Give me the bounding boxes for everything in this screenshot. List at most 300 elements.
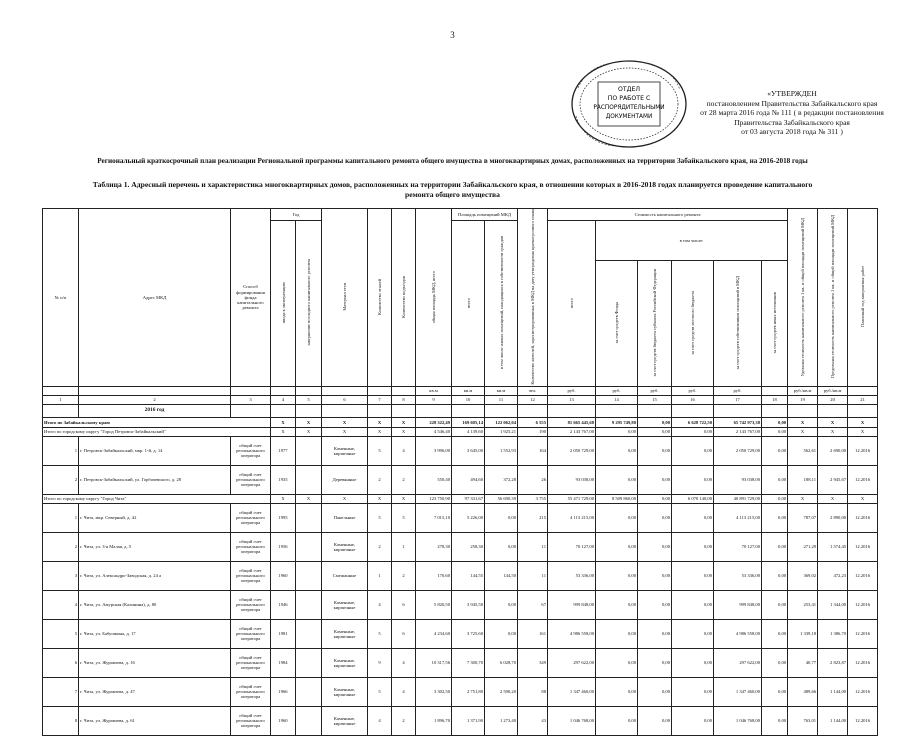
unit-cell <box>368 386 392 395</box>
unit-cell <box>848 386 878 395</box>
table-cell: 2 <box>368 465 392 494</box>
header-cost-other: за счет средств иных источников <box>772 291 778 354</box>
total-cell: X <box>296 494 322 503</box>
table-cell: 369,02 <box>788 561 818 590</box>
total-cell: 169 605,14 <box>452 417 485 427</box>
table-cell: 1960 <box>271 561 296 590</box>
total-cell: 9 295 749,80 <box>596 417 638 427</box>
table-cell: 5 <box>368 436 392 465</box>
column-number-cell: 4 <box>271 395 296 404</box>
table-title: Таблица 1. Адресный перечень и характеристика многоквартирных домов, расположенных на территории Забайкальского края, в отношении которых в 2016-2018 годах планируется проведение капитального ремонта общего имущества <box>92 180 813 199</box>
approval-line-1: «УТВЕРЖДЕН <box>767 89 817 98</box>
total-cell: X <box>296 417 322 427</box>
table-cell: Смешанные <box>322 561 368 590</box>
table-cell: 1 144,00 <box>818 706 848 735</box>
table-cell: Каменные, кирпичные <box>322 706 368 735</box>
table-cell: 489,66 <box>788 677 818 706</box>
column-number-cell: 12 <box>518 395 548 404</box>
table-cell: г. Чита, ул. Журавлева, д. 47 <box>79 677 231 706</box>
total-label: Итого по Забайкальскому краю <box>43 417 271 427</box>
total-row <box>43 417 878 427</box>
table-cell: 1 347 460,00 <box>714 677 762 706</box>
table-cell: 5 <box>368 677 392 706</box>
table-cell: 0,00 <box>638 503 672 532</box>
table-cell: 999 848,00 <box>714 590 762 619</box>
table-cell: 2 050 729,00 <box>714 436 762 465</box>
table-cell: 0,00 <box>762 648 788 677</box>
total-cell: 0,00 <box>762 427 788 436</box>
total-cell: 0,00 <box>762 417 788 427</box>
table-cell <box>296 561 322 590</box>
column-number-cell: 18 <box>762 395 788 404</box>
table-cell: 372,28 <box>485 465 518 494</box>
table-cell: 4 <box>368 590 392 619</box>
table-cell: 0,00 <box>672 619 714 648</box>
table-cell: Каменные, кирпичные <box>322 532 368 561</box>
table-row <box>43 619 878 648</box>
table-cell: 3 945,50 <box>452 590 485 619</box>
table-cell: 0,00 <box>596 677 638 706</box>
total-label: Итого по городскому округу "Город Петровск-Забайкальский" <box>43 427 271 436</box>
table-cell: 2 050 729,00 <box>548 436 596 465</box>
table-cell <box>296 677 322 706</box>
header-max-cost: Предельная стоимость капитального ремонта 1 кв. м общей площади помещений МКД <box>830 215 836 379</box>
table-cell: 297 622,00 <box>548 648 596 677</box>
table-cell: общий счет регионального оператора <box>231 706 271 735</box>
total-cell: 4 139,60 <box>452 427 485 436</box>
total-cell: 0,00 <box>638 417 672 427</box>
table-cell: 258,30 <box>452 532 485 561</box>
total-cell: X <box>848 427 878 436</box>
table-cell: 0,00 <box>485 503 518 532</box>
table-cell: 1995 <box>271 503 296 532</box>
total-cell: 40 891 729,00 <box>714 494 762 503</box>
table-cell: 0,00 <box>762 677 788 706</box>
unit-cell <box>271 386 296 395</box>
table-cell: 4 113 215,00 <box>714 503 762 532</box>
table-cell: 1 <box>43 436 79 465</box>
table-cell: Каменные, кирпичные <box>322 619 368 648</box>
table-cell: 7 <box>43 677 79 706</box>
unit-cell <box>762 386 788 395</box>
unit-cell <box>79 386 231 395</box>
header-year-group: Год <box>271 209 322 221</box>
header-planned-date: Плановый год завершения работ <box>860 266 866 328</box>
plan-title: Региональный краткосрочный план реализации Региональной программы капитального ремонта общего имущества в многоквартирных домах, расположенных на территории Забайкальского края, на 2016-2018 годы <box>97 157 808 165</box>
total-cell: X <box>848 417 878 427</box>
table-cell: 5 <box>43 619 79 648</box>
total-cell: 55 471 729,00 <box>548 494 596 503</box>
total-cell: X <box>818 417 848 427</box>
table-cell: 5 <box>392 503 416 532</box>
approval-line-2: постановлением Правительства Забайкальского края <box>706 98 878 108</box>
header-cost-fund: за счет средств Фонда <box>614 302 620 344</box>
table-cell: 999 848,00 <box>548 590 596 619</box>
table-cell: 5 820,50 <box>416 590 452 619</box>
header-year-last-repair: завершение последнего капитального ремонта <box>306 259 311 347</box>
table-cell: г. Чита, ул. Журавлева, д. 16 <box>79 648 231 677</box>
table-cell: 4 <box>368 706 392 735</box>
table-cell: 164 <box>518 436 548 465</box>
table-cell: 4 986 558,00 <box>714 619 762 648</box>
table-cell: 0,00 <box>638 436 672 465</box>
total-cell: 56 690,39 <box>485 494 518 503</box>
table-row <box>43 706 878 735</box>
table-cell: г. Чита, ул. 3-я Малая, д. 5 <box>79 532 231 561</box>
header-cost-owners: за счет средств собственников помещений в МКД <box>735 276 741 370</box>
total-cell: 190 <box>518 427 548 436</box>
table-cell: 271,29 <box>788 532 818 561</box>
table-cell: 5 <box>368 503 392 532</box>
table-cell: 70 127,00 <box>714 532 762 561</box>
table-cell: 0,00 <box>762 561 788 590</box>
table-cell: 4 234,60 <box>416 619 452 648</box>
table-cell <box>296 503 322 532</box>
table-cell: 0,00 <box>485 590 518 619</box>
table-cell: 1977 <box>271 436 296 465</box>
total-cell: 0,00 <box>596 427 638 436</box>
table-cell: 3 996,00 <box>416 436 452 465</box>
table-cell <box>296 706 322 735</box>
column-number-cell: 13 <box>548 395 596 404</box>
total-cell: X <box>322 494 368 503</box>
table-cell: 0,00 <box>672 706 714 735</box>
table-cell: 2 945,67 <box>818 465 848 494</box>
table-cell: 2 590,20 <box>485 677 518 706</box>
column-number-cell: 6 <box>322 395 368 404</box>
total-cell: X <box>788 427 818 436</box>
total-cell: 81 665 445,68 <box>548 417 596 427</box>
column-numbers-row <box>43 395 878 404</box>
total-cell: 6 628 722,50 <box>672 417 714 427</box>
table-cell: 88 <box>518 677 548 706</box>
table-cell: 3 302,50 <box>416 677 452 706</box>
table-cell: г. Чита, ул. Амурская (Калинина), д. 80 <box>79 590 231 619</box>
units-row <box>43 386 878 395</box>
table-cell: 0,00 <box>638 619 672 648</box>
table-cell: 562,61 <box>788 436 818 465</box>
table-cell: 1 574,45 <box>818 532 848 561</box>
unit-cell <box>392 386 416 395</box>
table-cell: г. Чита, ул. Александро-Заводская, д. 24 а <box>79 561 231 590</box>
table-cell: 1 <box>392 532 416 561</box>
unit-cell: руб. <box>672 386 714 395</box>
header-year-commission: ввода в эксплуатацию <box>280 282 286 324</box>
table-row <box>43 648 878 677</box>
table-cell: 53 336,00 <box>714 561 762 590</box>
table-cell: 12.2016 <box>848 436 878 465</box>
table-cell: 349 <box>518 648 548 677</box>
total-cell: 97 331,67 <box>452 494 485 503</box>
stamp-line-3: РАСПОРЯДИТЕЛЬНЫМИ <box>593 105 665 111</box>
table-cell: общий счет регионального оператора <box>231 503 271 532</box>
table-cell: 0,00 <box>672 532 714 561</box>
unit-cell: кв.м <box>485 386 518 395</box>
table-cell: 4 <box>392 648 416 677</box>
total-cell: X <box>322 417 368 427</box>
table-cell: 1981 <box>271 619 296 648</box>
total-cell: X <box>392 427 416 436</box>
table-cell: 2 751,80 <box>452 677 485 706</box>
table-cell: 6 <box>392 590 416 619</box>
table-cell: 3 <box>43 561 79 590</box>
table-cell: 1 552,93 <box>485 436 518 465</box>
header-method: Способ формирования фонда капитального ремонта <box>231 209 271 387</box>
table-cell: 53 336,00 <box>548 561 596 590</box>
table-cell: 0,00 <box>596 503 638 532</box>
total-cell: X <box>271 494 296 503</box>
table-cell: 1 046 768,00 <box>548 706 596 735</box>
table-cell: 2 823,87 <box>818 648 848 677</box>
column-number-cell: 2 <box>79 395 231 404</box>
table-cell: 7 300,70 <box>452 648 485 677</box>
approval-line-3: от 28 марта 2016 года № 111 ( в редакции постановления <box>700 108 884 118</box>
table-cell <box>296 436 322 465</box>
total-cell: 3 755 <box>518 494 548 503</box>
table-cell <box>296 648 322 677</box>
total-cell: 6 070 140,00 <box>672 494 714 503</box>
table-cell: 5 226,00 <box>452 503 485 532</box>
table-cell: 0,00 <box>596 590 638 619</box>
table-cell: 278,30 <box>416 532 452 561</box>
header-area-group: Площадь помещений МКД <box>452 209 518 221</box>
table-cell: 0,00 <box>762 436 788 465</box>
approval-line-4: Правительства Забайкальского края <box>734 117 850 127</box>
table-cell: г. Чита, ул. Журавлева, д. 61 <box>79 706 231 735</box>
total-cell: 0,00 <box>638 427 672 436</box>
table-cell: 0,00 <box>485 619 518 648</box>
header-cost-all: всего <box>569 297 575 308</box>
table-cell: 1984 <box>271 648 296 677</box>
table-cell: общий счет регионального оператора <box>231 590 271 619</box>
table-cell: 26 <box>518 465 548 494</box>
approval-line-5: от 03 августа 2018 года № 311 ) <box>741 127 843 137</box>
table-cell: 2 690,00 <box>818 436 848 465</box>
table-cell: 1966 <box>271 677 296 706</box>
column-number-cell: 14 <box>596 395 638 404</box>
column-number-cell: 3 <box>231 395 271 404</box>
total-cell: 0,00 <box>762 494 788 503</box>
table-cell: 0,00 <box>762 590 788 619</box>
total-cell: X <box>848 494 878 503</box>
table-cell: 7 015,10 <box>416 503 452 532</box>
total-cell: X <box>296 427 322 436</box>
column-number-cell: 9 <box>416 395 452 404</box>
table-cell: 0,00 <box>638 465 672 494</box>
table-row <box>43 590 878 619</box>
table-cell: 0,00 <box>762 503 788 532</box>
table-cell: Каменные, кирпичные <box>322 436 368 465</box>
table-cell: 1 386,70 <box>818 619 848 648</box>
total-cell: X <box>322 427 368 436</box>
table-cell: 2 <box>392 465 416 494</box>
table-cell: 472,23 <box>818 561 848 590</box>
table-cell: г. Чита, ул. Бабушкина, д. 17 <box>79 619 231 648</box>
year-label: 2016 год <box>79 404 231 417</box>
table-cell <box>296 532 322 561</box>
column-number-cell: 11 <box>485 395 518 404</box>
column-number-cell: 17 <box>714 395 762 404</box>
table-row <box>43 532 878 561</box>
column-number-cell: 20 <box>818 395 848 404</box>
stamp-seal <box>568 58 690 150</box>
total-cell: X <box>818 427 848 436</box>
total-cell: 228 322,49 <box>416 417 452 427</box>
total-cell: X <box>368 417 392 427</box>
table-cell: Каменные, кирпичные <box>322 677 368 706</box>
table-row <box>43 436 878 465</box>
column-number-cell: 8 <box>392 395 416 404</box>
column-number-cell: 10 <box>452 395 485 404</box>
total-cell: X <box>788 494 818 503</box>
table-cell: общий счет регионального оператора <box>231 677 271 706</box>
table-cell: 494,60 <box>452 465 485 494</box>
table-cell: 1956 <box>271 532 296 561</box>
table-cell: 1946 <box>271 590 296 619</box>
page-number: 3 <box>450 30 455 40</box>
table-cell: общий счет регионального оператора <box>231 532 271 561</box>
header-area-residential: в том числе жилых помещений, находящихся в собственности граждан <box>498 236 504 370</box>
table-cell: 188,11 <box>788 465 818 494</box>
table-row <box>43 561 878 590</box>
table-cell: г. Петровск-Забайкальский, мкр. 1-й, д. 14 <box>79 436 231 465</box>
stamp-line-2: ПО РАБОТЕ С <box>607 95 651 102</box>
table-cell: 43 <box>518 706 548 735</box>
table-cell: 12.2016 <box>848 561 878 590</box>
table-cell: 0,00 <box>638 706 672 735</box>
unit-cell: руб./кв.м <box>788 386 818 395</box>
table-cell: 4 986 558,00 <box>548 619 596 648</box>
table-cell: общий счет регионального оператора <box>231 561 271 590</box>
total-cell: X <box>788 417 818 427</box>
table-cell <box>296 465 322 494</box>
unit-cell: кв.м <box>416 386 452 395</box>
table-cell: Каменные, кирпичные <box>322 648 368 677</box>
stamp-line-4: ДОКУМЕНТАМИ <box>605 114 653 120</box>
unit-cell: руб. <box>596 386 638 395</box>
table-cell: 70 127,00 <box>548 532 596 561</box>
unit-cell <box>43 386 79 395</box>
total-cell: X <box>392 494 416 503</box>
table-cell: Деревянные <box>322 465 368 494</box>
total-row <box>43 427 878 436</box>
table-cell: 1 347 460,00 <box>548 677 596 706</box>
table-cell: 93 038,00 <box>548 465 596 494</box>
column-number-cell: 7 <box>368 395 392 404</box>
table-cell: 1 144,00 <box>818 677 848 706</box>
table-cell: 0,00 <box>672 503 714 532</box>
total-cell: 1 925,21 <box>485 427 518 436</box>
table-cell: 1 339,18 <box>788 619 818 648</box>
table-cell: 0,00 <box>672 648 714 677</box>
header-area-all: всего <box>465 297 471 308</box>
total-cell: X <box>392 417 416 427</box>
table-cell <box>296 590 322 619</box>
header-cost-local: за счет средств местного бюджета <box>690 290 696 355</box>
table-cell: 2 <box>368 532 392 561</box>
table-cell: общий счет регионального оператора <box>231 465 271 494</box>
table-cell: 0,00 <box>638 561 672 590</box>
table-cell: 0,00 <box>596 561 638 590</box>
table-cell: 67 <box>518 590 548 619</box>
table-cell: 4 <box>43 590 79 619</box>
table-cell: 0,00 <box>596 706 638 735</box>
table-cell: г. Чита, мкр. Северный, д. 42 <box>79 503 231 532</box>
table-cell: 0,00 <box>672 465 714 494</box>
total-cell: X <box>818 494 848 503</box>
table-cell: 3 725,60 <box>452 619 485 648</box>
table-cell: 0,00 <box>638 677 672 706</box>
table-cell: 0,00 <box>672 677 714 706</box>
table-cell: 0,00 <box>762 532 788 561</box>
table-cell: 1 <box>43 503 79 532</box>
table-row <box>43 503 878 532</box>
column-number-cell: 1 <box>43 395 79 404</box>
table-cell: общий счет регионального оператора <box>231 436 271 465</box>
table-cell: 4 <box>392 677 416 706</box>
table-cell: 8 <box>43 706 79 735</box>
register-table <box>42 208 878 736</box>
header-num: № п/п <box>43 209 79 387</box>
table-cell: 12.2016 <box>848 648 878 677</box>
table-cell: общий счет регионального оператора <box>231 648 271 677</box>
table-cell: 1 371,90 <box>452 706 485 735</box>
column-number-cell: 5 <box>296 395 322 404</box>
table-cell: 12.2016 <box>848 503 878 532</box>
table-cell: 0,00 <box>762 706 788 735</box>
table-cell: 4 <box>392 436 416 465</box>
table-cell: Панельные <box>322 503 368 532</box>
unit-cell: руб. <box>548 386 596 395</box>
table-cell: 9 <box>368 648 392 677</box>
table-cell: г. Петровск-Забайкальский, ул. Горбачевского, д. 28 <box>79 465 231 494</box>
unit-cell: кв.м <box>452 386 485 395</box>
total-cell: 2 143 767,00 <box>714 427 762 436</box>
header-including: в том числе: <box>596 221 788 261</box>
table-cell: общий счет регионального оператора <box>231 619 271 648</box>
table-cell: 297 622,00 <box>714 648 762 677</box>
table-cell: 0,00 <box>672 561 714 590</box>
table-cell: 1 344,00 <box>818 590 848 619</box>
table-cell: 12.2016 <box>848 532 878 561</box>
table-cell: 12.2016 <box>848 465 878 494</box>
table-cell: 161 <box>518 619 548 648</box>
table-cell: 93 038,00 <box>714 465 762 494</box>
table-cell: 0,00 <box>762 619 788 648</box>
table-cell: 1 273,40 <box>485 706 518 735</box>
total-cell: X <box>368 494 392 503</box>
total-cell: 123 750,90 <box>416 494 452 503</box>
table-cell: 3 645,00 <box>452 436 485 465</box>
table-cell: 2 890,00 <box>818 503 848 532</box>
unit-cell: чел. <box>518 386 548 395</box>
table-cell: 787,07 <box>788 503 818 532</box>
table-cell: 4 113 215,00 <box>548 503 596 532</box>
total-cell: 122 062,04 <box>485 417 518 427</box>
total-cell: 2 143 767,00 <box>548 427 596 436</box>
table-cell: 0,00 <box>485 532 518 561</box>
table-cell: 550,40 <box>416 465 452 494</box>
stamp-line-1: ОТДЕЛ <box>617 86 641 93</box>
unit-cell <box>296 386 322 395</box>
table-cell: 6 <box>43 648 79 677</box>
unit-cell: руб. <box>638 386 672 395</box>
table-cell: 215 <box>518 503 548 532</box>
total-cell: 65 742 973,38 <box>714 417 762 427</box>
unit-cell <box>322 386 368 395</box>
total-cell: 8 509 860,00 <box>596 494 638 503</box>
table-cell: Каменные, кирпичные <box>322 590 368 619</box>
